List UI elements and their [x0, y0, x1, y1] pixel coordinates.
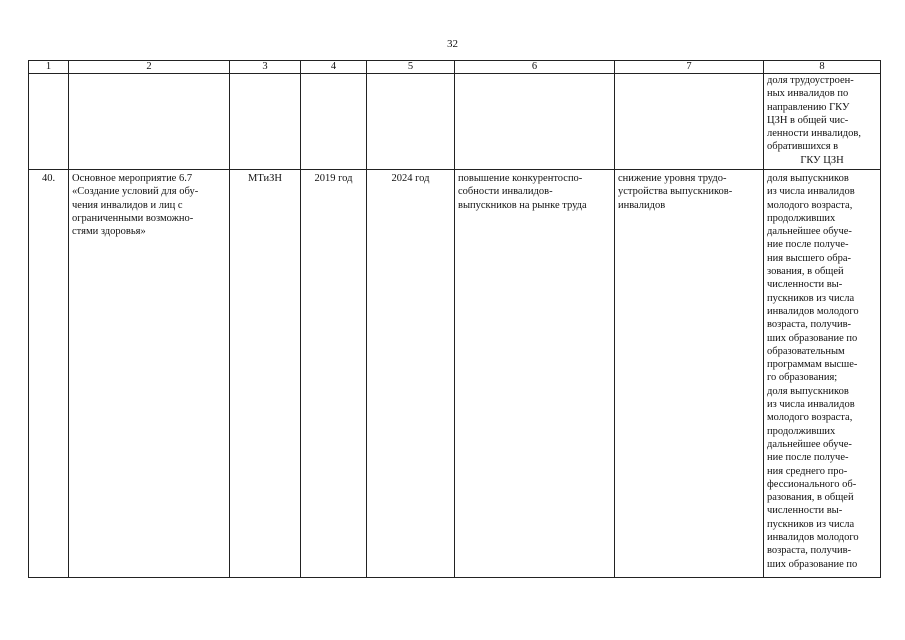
- consequence-cell: [615, 170, 764, 578]
- text-line: инвалидов молодого: [767, 532, 859, 544]
- empty-cell: [455, 74, 615, 170]
- executor-cell: МТиЗН: [230, 170, 301, 578]
- indicator-cell: [764, 170, 881, 578]
- empty-cell: [69, 74, 230, 170]
- text-line: доля выпускников: [767, 385, 849, 397]
- text-line: продолживших: [767, 212, 836, 224]
- column-header: 7: [615, 61, 764, 74]
- text-line: ших образование по: [767, 332, 858, 344]
- text-line: ЦЗН в общей чис-: [767, 114, 849, 126]
- text-line: молодого возраста,: [767, 412, 853, 424]
- end-year-cell: 2024 год: [367, 170, 455, 578]
- text-line: «Создание условий для обу-: [72, 186, 199, 198]
- column-header: 6: [455, 61, 615, 74]
- column-header: 2: [69, 61, 230, 74]
- text-line: дальнейшее обуче-: [767, 226, 852, 238]
- text-line: направлению ГКУ: [767, 101, 850, 113]
- column-header: 1: [29, 61, 69, 74]
- text-line: молодого возраста,: [767, 199, 853, 211]
- text-line: доля выпускников: [767, 173, 849, 184]
- text-line: ния среднего про-: [767, 465, 848, 477]
- text-line: возраста, получив-: [767, 545, 852, 557]
- text-line: продолживших: [767, 425, 836, 437]
- text-line: программам высше-: [767, 359, 858, 371]
- text-line: возраста, получив-: [767, 319, 852, 331]
- text-line: снижение уровня трудо-: [618, 173, 727, 184]
- column-header: 3: [230, 61, 301, 74]
- empty-cell: [230, 74, 301, 170]
- text-line: стями здоровья»: [72, 226, 146, 238]
- text-line: пускников из числа: [767, 292, 855, 304]
- empty-cell: [367, 74, 455, 170]
- continued-row: [29, 74, 881, 170]
- text-line: пускников из числа: [767, 518, 855, 530]
- text-line: устройства выпускников-: [618, 186, 733, 198]
- text-line: го образования;: [767, 372, 838, 384]
- column-header: 8: [764, 61, 881, 74]
- text-line: ния высшего обра-: [767, 252, 852, 264]
- text-line: доля трудоустроен-: [767, 75, 854, 86]
- text-line: ГКУ ЦЗН: [800, 154, 844, 166]
- text-line: образовательным: [767, 345, 845, 357]
- text-line: ние после получе-: [767, 239, 849, 251]
- expected-result-cell: [455, 170, 615, 578]
- text-line: собности инвалидов-: [458, 186, 553, 198]
- text-line: ших образование по: [767, 558, 858, 570]
- column-number-row: [29, 61, 881, 74]
- text-line: численности вы-: [767, 505, 843, 517]
- text-line: зования, в общей: [767, 266, 844, 278]
- page-number: 32: [447, 38, 458, 50]
- text-line: ленности инвалидов,: [767, 128, 861, 140]
- text-line: инвалидов: [618, 199, 666, 211]
- table-row-40: [29, 170, 881, 578]
- row-number: 40.: [29, 170, 69, 578]
- text-line: ние после получе-: [767, 452, 849, 464]
- measure-cell: [69, 170, 230, 578]
- text-line: фессионального об-: [767, 478, 857, 490]
- start-year-cell: 2019 год: [301, 170, 367, 578]
- text-line: Основное мероприятие 6.7: [72, 173, 193, 184]
- column-header: 5: [367, 61, 455, 74]
- text-line: численности вы-: [767, 279, 843, 291]
- empty-cell: [301, 74, 367, 170]
- indicator-cell-continued: [764, 74, 881, 170]
- program-table: [28, 60, 881, 578]
- text-line: из числа инвалидов: [767, 399, 855, 411]
- text-line: инвалидов молодого: [767, 305, 859, 317]
- text-line: ных инвалидов по: [767, 88, 849, 100]
- text-line: дальнейшее обуче-: [767, 438, 852, 450]
- text-line: ограниченными возможно-: [72, 212, 194, 224]
- text-line: повышение конкурентоспо-: [458, 173, 583, 184]
- text-line: выпускников на рынке труда: [458, 199, 587, 211]
- text-line: обратившихся в: [767, 141, 839, 153]
- text-line: разования, в общей: [767, 492, 854, 504]
- text-line: чения инвалидов и лиц с: [72, 199, 183, 211]
- empty-cell: [615, 74, 764, 170]
- column-header: 4: [301, 61, 367, 74]
- empty-cell: [29, 74, 69, 170]
- text-line: из числа инвалидов: [767, 186, 855, 198]
